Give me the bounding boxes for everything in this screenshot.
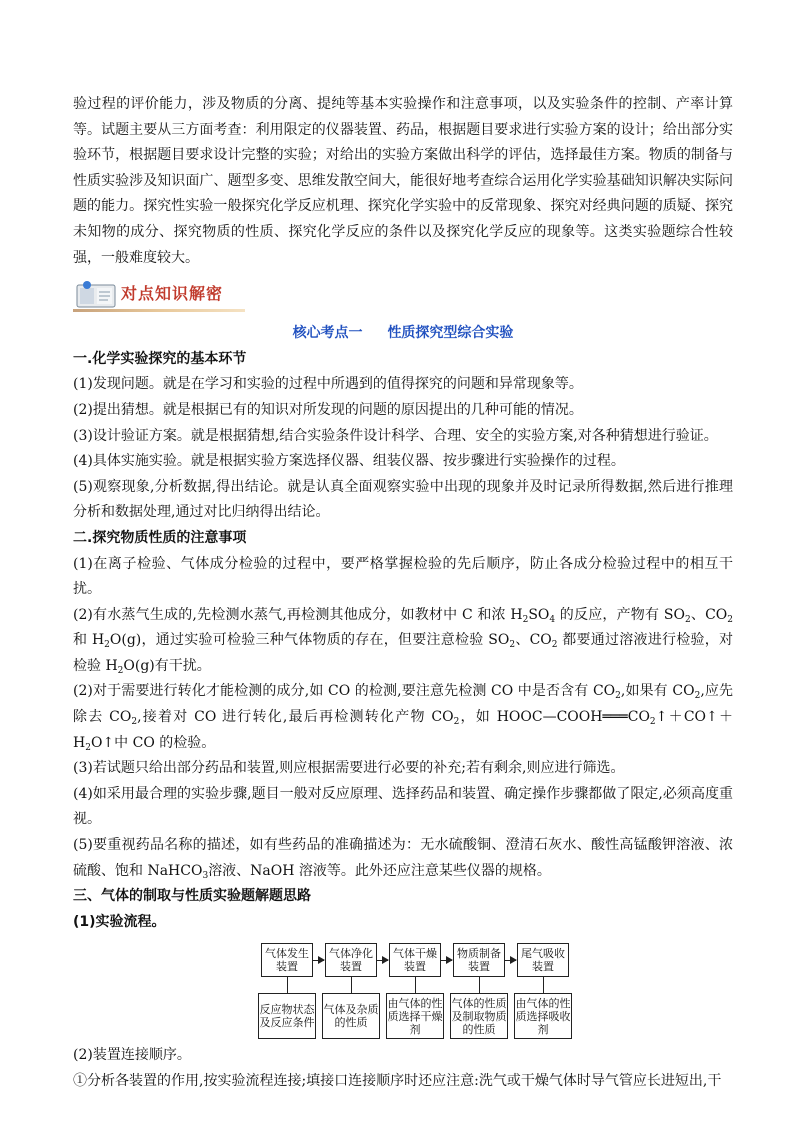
sec2-item-2: (2)有水蒸气生成的,先检测水蒸气,再检测其他成分，如教材中 C 和浓 $H_2SO_4$ 的反应，产物有 $SO_2$、$CO_2$ 和 $H_2O(g)$，通过实验可检验三种气体物质的存在，但要注意检验 $SO_2$、$CO_2$ 都要通过溶液进行检验，对检验 $H_2O(g)$有干扰。 bbox=[73, 606, 733, 676]
flow-step-4: 物质制备装置 bbox=[453, 943, 505, 977]
flow-arrow-3 bbox=[441, 960, 452, 961]
core-title-right: 性质探究型综合实验 bbox=[387, 325, 514, 342]
section-3-title: 三、气体的制取与性质实验题解题思路 bbox=[73, 888, 311, 905]
banner-label: 对点知识解密 bbox=[121, 284, 224, 304]
flow-title: (1)实验流程。 bbox=[73, 913, 166, 930]
flow-connector-5 bbox=[543, 977, 544, 993]
flow-note-4: 气体的性质及制取物质的性质 bbox=[450, 993, 508, 1039]
flow-note-2: 气体及杂质的性质 bbox=[322, 993, 380, 1039]
flow-connector-2 bbox=[351, 977, 352, 993]
flow-note-3: 由气体的性质选择干燥剂 bbox=[386, 993, 444, 1039]
flow-step-3: 气体干燥装置 bbox=[389, 943, 441, 977]
sec2-item-1: (1)在离子检验、气体成分检验的过程中，要严格掌握检验的先后顺序，防止各成分检验过程中的相互干扰。 bbox=[73, 555, 733, 598]
flow-arrow-1 bbox=[313, 960, 324, 961]
sec2-item-5: (4)如采用最合理的实验步骤,题目一般对反应原理、选择药品和装置、确定操作步骤都做了限定,必须高度重视。 bbox=[73, 785, 733, 828]
flow-diagram bbox=[259, 941, 579, 1037]
flow-connector-3 bbox=[415, 977, 416, 993]
connection-order-heading: (2)装置连接顺序。 bbox=[73, 1047, 191, 1064]
flow-note-1: 反应物状态及反应条件 bbox=[258, 993, 316, 1039]
sec1-item-4: (4)具体实施实验。就是根据实验方案选择仪器、组装仪器、按步骤进行实验操作的过程。 bbox=[73, 453, 625, 470]
sec2-item-6: (5)要重视药品名称的描述，如有些药品的准确描述为：无水硫酸铜、澄清石灰水、酸性高锰酸钾溶液、浓硫酸、饱和 NaHCO$_3$溶液、NaOH 溶液等。此外还应注意某些仪器的规格。 bbox=[73, 837, 733, 881]
book-icon bbox=[75, 279, 117, 309]
section-2-title: 二.探究物质性质的注意事项 bbox=[73, 529, 247, 546]
sec2-item-3: (2)对于需要进行转化才能检测的成分,如 CO 的检测,要注意先检测 CO 中是否含有 $CO_2$,如果有 $CO_2$,应先除去 $CO_2$,接着对 CO 进行转化,最后再检测转化产物 $CO_2$，如 $HOOC—COOH═══CO_2↑+CO↑+H_2O↑$中 CO 的检验。 bbox=[73, 683, 734, 753]
sec1-item-1: (1)发现问题。就是在学习和实验的过程中所遇到的值得探究的问题和异常现象等。 bbox=[73, 376, 583, 393]
core-title bbox=[73, 321, 733, 347]
flow-connector-1 bbox=[287, 977, 288, 993]
flow-step-1: 气体发生装置 bbox=[261, 943, 313, 977]
flow-arrow-2 bbox=[377, 960, 388, 961]
sec1-item-2: (2)提出猜想。就是根据已有的知识对所发现的问题的原因提出的几种可能的情况。 bbox=[73, 401, 583, 418]
connection-order-detail: ①分析各装置的作用,按实验流程连接;填接口连接顺序时还应注意:洗气或干燥气体时导气管应长进短出,干 bbox=[73, 1073, 722, 1089]
sec1-item-3: (3)设计验证方案。就是根据猜想,结合实验条件设计科学、合理、安全的实验方案,对各种猜想进行验证。 bbox=[73, 427, 718, 444]
section-1-title: 一.化学实验探究的基本环节 bbox=[73, 350, 247, 367]
banner-underline bbox=[73, 309, 245, 312]
sec1-item-5: (5)观察现象,分析数据,得出结论。就是认真全面观察实验中出现的现象并及时记录所得数据,然后进行推理分析和数据处理,通过对比归纳得出结论。 bbox=[73, 478, 733, 521]
sec2-item-4: (3)若试题只给出部分药品和装置,则应根据需要进行必要的补充;若有剩余,则应进行筛选。 bbox=[73, 760, 625, 777]
flow-connector-4 bbox=[479, 977, 480, 993]
core-title-left: 核心考点一 bbox=[292, 325, 363, 342]
flow-step-2: 气体净化装置 bbox=[325, 943, 377, 977]
flow-note-5: 由气体的性质选择吸收剂 bbox=[514, 993, 572, 1039]
flow-arrow-4 bbox=[505, 960, 516, 961]
page bbox=[73, 92, 733, 1095]
intro-paragraph: 验过程的评价能力，涉及物质的分离、提纯等基本实验操作和注意事项，以及实验条件的控制、产率计算等。试题主要从三方面考查：利用限定的仪器装置、药品，根据题目要求进行实验方案的设计；给出部分实验环节，根据题目要求设计完整的实验；对给出的实验方案做出科学的评估，选择最佳方案。物质的制备与性质实验涉及知识面广、题型多变、思维发散空间大，能很好地考查综合运用化学实验基础知识解决实际问题的能力。探究性实验一般探究化学反应机理、探究化学实验中的反常现象、探究对经典问题的质疑、探究未知物的成分、探究物质的性质、探究化学反应的条件以及探究化学反应的现象等。这类实验题综合性较强，一般难度较大。 bbox=[73, 96, 733, 266]
flow-step-5: 尾气吸收装置 bbox=[517, 943, 569, 977]
section-banner bbox=[73, 275, 733, 315]
